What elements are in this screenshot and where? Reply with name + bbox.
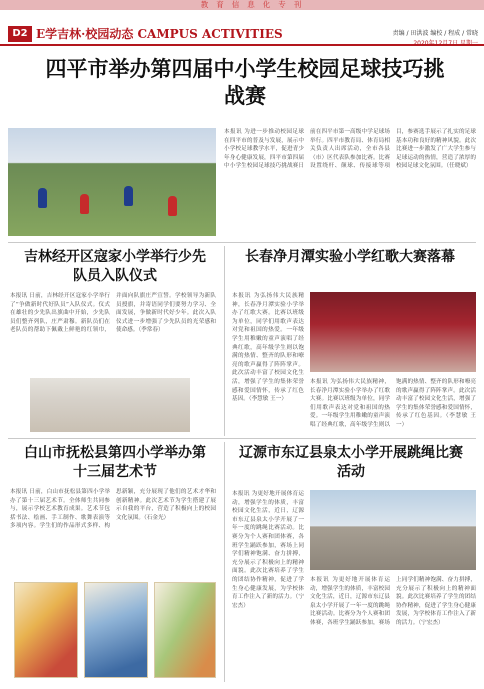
article-body: 本报讯 为更好地开展体育运动，增强学生的体质，丰富校园文化生活，近日，辽源市东辽县泉太小学开展了一年一度的跳绳比赛活动。比赛分为个人赛和团体赛，各班学生踊跃参加，赛场上同学们精神饱满、奋力拼搏，充分展示了积极向上的精神面貌。此次比赛培养了学生的团结协作精神，促进了学生身心健康发展，为学校体育工作注入了新的活力。（宁宏杰） [232, 491, 304, 609]
page-header [0, 12, 484, 46]
column-divider [224, 442, 225, 682]
band-title: 教育信息化专刊 [200, 0, 310, 9]
article-body-text: 本报讯 为更好地开展体育运动，增强学生的体质，丰富校园文化生活，近日，辽源市东辽县泉太小学开展了一年一度的跳绳比赛活动。比赛分为个人赛和团体赛，各班学生踊跃参加，赛场上同学们精神饱满、奋力拼搏，充分展示了积极向上的精神面貌。此次比赛培养了学生的团结协作精神，促进了学生身心健康发展，为学校体育工作注入了新的活力。（宁宏杰） [310, 577, 476, 626]
article-title: 吉林经开区寇家小学举行少先队员入队仪式 [24, 249, 206, 284]
article-body: 本报讯 日前，白山市抚松县第四小学举办了第十三届艺术节。全体师生共同参与，展示学校艺术教育成果。艺术节包括书法、绘画、手工制作、歌舞表演等多项内容。学生们的作品形式多样、构思新颖，充分展现了他们的艺术才华和创新精神。此次艺术节为学生搭建了展示自我的平台，营造了积极向上的校园文化氛围。（石金光） [10, 489, 216, 530]
ceremony-photo [30, 378, 190, 432]
article-body-text: 本报讯 为弘扬伟大民族精神，长春净月潭实验小学举办了红歌大赛。比赛以班级为单位，同学们用歌声表达对党和祖国的热爱。一年级学生用稚嫩的童声演唱了经典红歌，高年级学生则以饱满的热情、整齐的队形和嘹亮的歌声赢得了阵阵掌声。此次活动丰富了校园文化生活，增强了学生的集体荣誉感和爱国情怀，传承了红色基因。（李慧敏 王一） [310, 379, 476, 428]
artwork-photo [154, 582, 216, 678]
section-divider [8, 242, 476, 243]
section-divider [8, 438, 476, 439]
artwork-photo [84, 582, 148, 678]
issue-date: 2020年12月7日 星期一 [413, 40, 478, 47]
section-title: E学吉林·校园动态 CAMPUS ACTIVITIES [36, 27, 283, 41]
editor-credit: 责编 / 田洪波 编校 / 程成 / 常晓 [392, 30, 478, 37]
main-headline: 四平市举办第四届中小学生校园足球技巧挑战赛 [45, 56, 445, 108]
article-title: 白山市抚松县第四小学举办第十三届艺术节 [24, 445, 206, 480]
article-body: 本报讯 日前，吉林经开区寇家小学举行了“争做新时代好队员”入队仪式。仪式在雄壮的少先队出旗曲中开始，少先队员们整齐列队，庄严肃穆。新队员们在老队员的帮助下佩戴上鲜艳的红领巾，并面向队旗庄严宣誓。学校领导为新队员授旗，并寄语同学们要努力学习、全面发展，争做新时代好少年。此次入队仪式进一步增强了少先队员的光荣感和使命感。（季常春） [10, 293, 216, 334]
player-figure [168, 196, 177, 216]
player-figure [124, 186, 133, 206]
article-body-continued [310, 378, 476, 436]
player-figure [80, 194, 89, 214]
top-band [0, 0, 484, 10]
player-figure [38, 188, 47, 208]
soccer-photo [8, 128, 216, 236]
column-divider [224, 246, 225, 436]
rope-skipping-photo [310, 490, 476, 570]
article-title: 长春净月潭实验小学红歌大赛落幕 [245, 249, 455, 265]
choir-photo [310, 292, 476, 372]
article-body-continued [310, 576, 476, 682]
page-number: D2 [8, 26, 32, 42]
artwork-photo [14, 582, 78, 678]
main-article-body: 本报讯 为进一步推动校园足球在四平市的普及与发展，展示中小学校足球教学水平，促进青少年身心健康发展，四平市第四届中小学生校园足球技巧挑战赛日前在四平市第一高级中学足球场举行。四平市教育局、体育局相关负责人出席活动，全市各县（市）区代表队参加比赛。比赛设置绕杆、颠球、传接球等项目，参赛选手展示了扎实的足球基本功和良好的精神风貌。此次比赛进一步激发了广大学生参与足球运动的热情，营造了浓厚的校园足球文化氛围。（任晓斌） [224, 129, 476, 170]
article-title: 辽源市东辽县泉太小学开展跳绳比赛活动 [239, 445, 463, 480]
article-body: 本报讯 为弘扬伟大民族精神，长春净月潭实验小学举办了红歌大赛。比赛以班级为单位，同学们用歌声表达对党和祖国的热爱。一年级学生用稚嫩的童声演唱了经典红歌，高年级学生则以饱满的热情、整齐的队形和嘹亮的歌声赢得了阵阵掌声。此次活动丰富了校园文化生活，增强了学生的集体荣誉感和爱国情怀，传承了红色基因。（李慧敏 王一） [232, 293, 304, 403]
